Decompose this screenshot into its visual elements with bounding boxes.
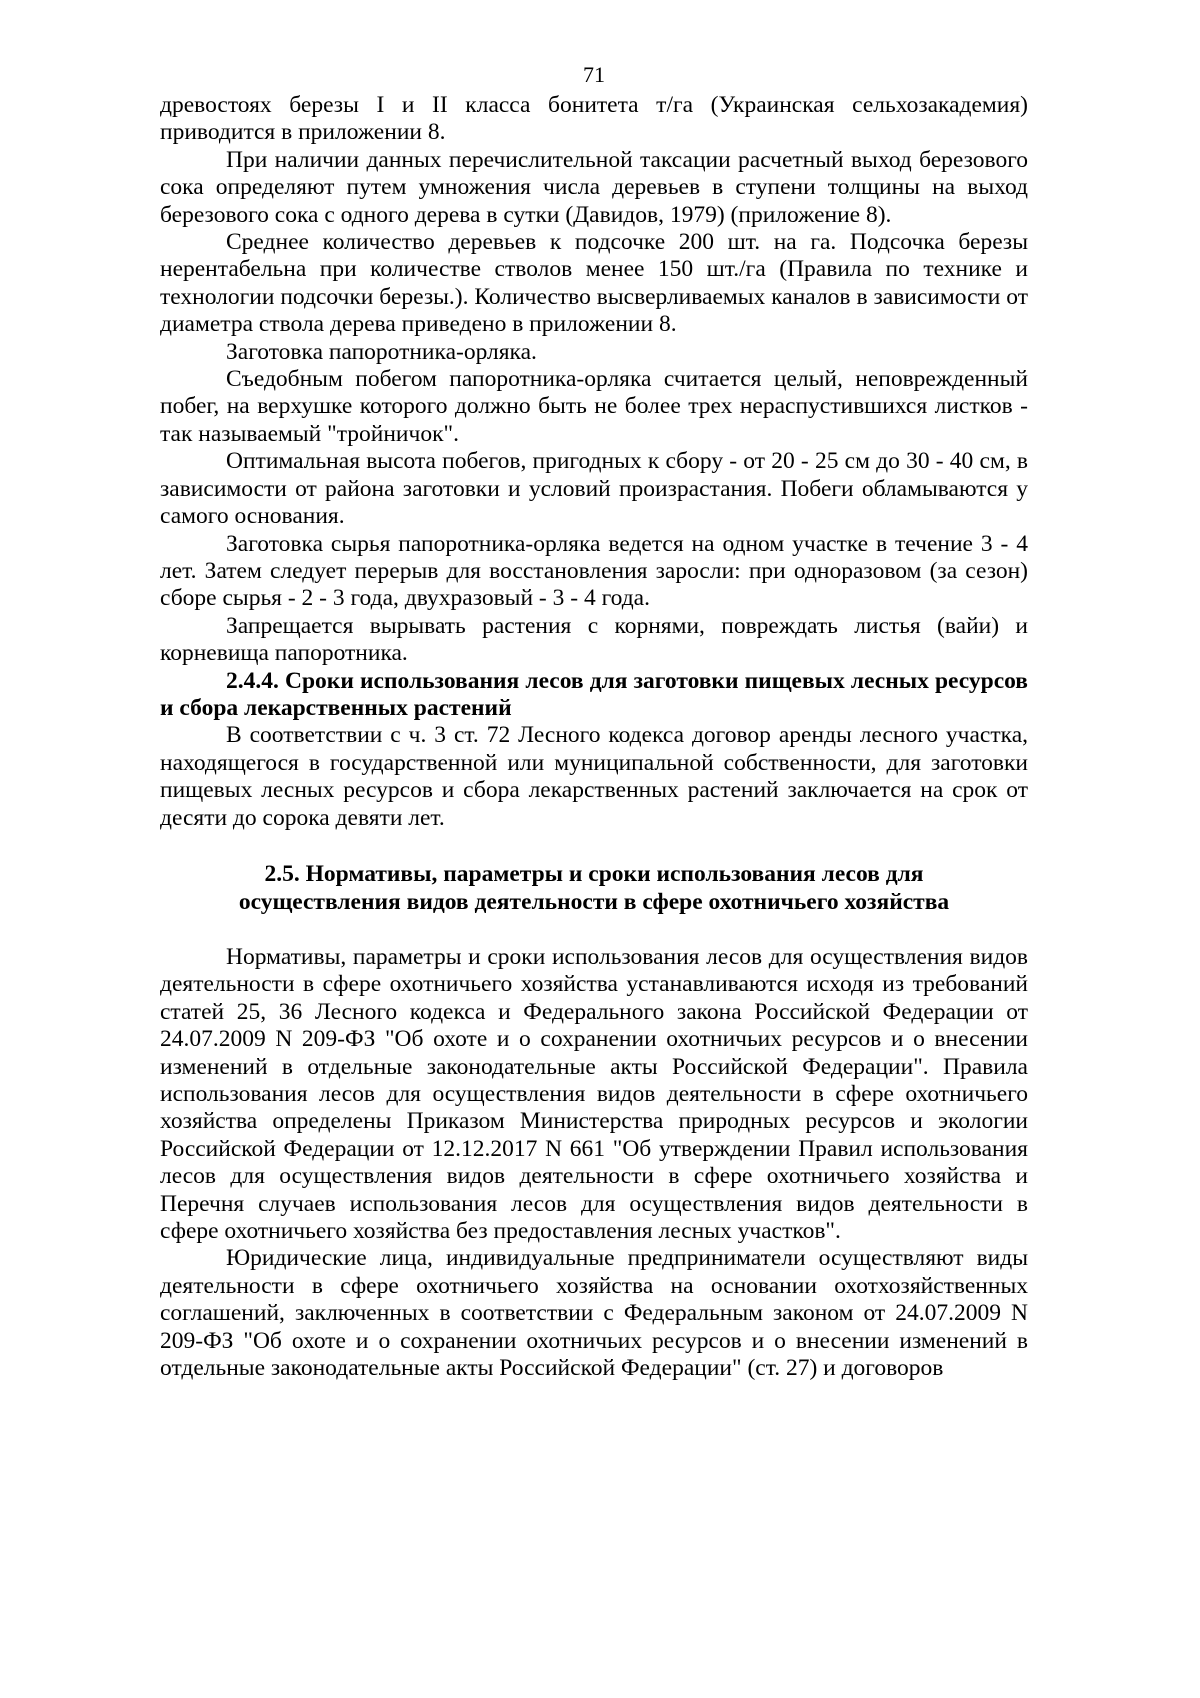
paragraph-hunting-norms: Нормативы, параметры и сроки использования лесов для осуществления видов деятельности в сфере охотничьего хозяйства устанавливаются исходя из требований статей 25, 36 Лесного кодекса и Федерального закона Российской Федерации от 24.07.2009 N 209-ФЗ "Об охоте и о сохранении охотничьих ресурсов и о внесении изменений в отдельные законодательные акты Российской Федерации". Правила использования лесов для осуществления видов деятельности в сфере охотничьего хозяйства определены Приказом Министерства природных ресурсов и экологии Российской Федерации от 12.12.2017 N 661 "Об утверждении Правил использования лесов для осуществления видов деятельности в сфере охотничьего хозяйства и Перечня случаев использования лесов для осуществления видов деятельности в сфере охотничьего хозяйства без предоставления лесных участков". bbox=[160, 943, 1028, 1245]
paragraph-continuation: древостоях березы I и II класса бонитета т/га (Украинская сельхозакадемия) приводится в приложении 8. bbox=[160, 92, 1028, 146]
paragraph-harvest-period: Заготовка сырья папоротника-орляка ведется на одном участке в течение 3 - 4 лет. Затем следует перерыв для восстановления заросли: при одноразовом (за сезон) сборе сырья - 2 - 3 года, двухразовый - 3 - 4 года. bbox=[160, 530, 1028, 612]
paragraph-birch-sap-yield: При наличии данных перечислительной таксации расчетный выход березового сока определяют путем умножения числа деревьев в ступени толщины на выход березового сока с одного дерева в сутки (Давидов, 1979) (приложение 8). bbox=[160, 146, 1028, 228]
paragraph-bracken-harvest-title: Заготовка папоротника-орляка. bbox=[226, 338, 537, 365]
page-number: 71 bbox=[583, 62, 605, 87]
subsection-heading: 2.4.4. Сроки использования лесов для заготовки пищевых лесных ресурсов и сбора лекарственных растений bbox=[160, 667, 1028, 721]
paragraph-prohibition: Запрещается вырывать растения с корнями, повреждать листья (вайи) и корневища папоротника. bbox=[160, 612, 1028, 667]
paragraph-bracken-shoot: Съедобным побегом папоротника-орляка считается целый, неповрежденный побег, на верхушке которого должно быть не более трех нераспустившихся листков - так называемый "тройничок". bbox=[160, 366, 1028, 447]
paragraph-hunting-agreements: Юридические лица, индивидуальные предприниматели осуществляют виды деятельности в сфере охотничьего хозяйства на основании охотхозяйственных соглашений, заключенных в соответствии с Федеральным законом от 24.07.2009 N 209-ФЗ "Об охоте и о сохранении охотничьих ресурсов и о внесении изменений в отдельные законодательные акты Российской Федерации" (ст. 27) и договоров bbox=[160, 1245, 1028, 1382]
document-page bbox=[160, 60, 1028, 1382]
paragraph-lease-terms: В соответствии с ч. 3 ст. 72 Лесного кодекса договор аренды лесного участка, находящегося в государственной или муниципальной собственности, для заготовки пищевых лесных ресурсов и сбора лекарственных растений заключается на срок от десяти до сорока девяти лет. bbox=[160, 722, 1028, 831]
section-heading-line-2: осуществления видов деятельности в сфере охотничьего хозяйства bbox=[238, 888, 950, 915]
section-heading-line-1: 2.5. Нормативы, параметры и сроки использования лесов для bbox=[264, 860, 924, 887]
paragraph-tapping-trees: Среднее количество деревьев к подсочке 200 шт. на га. Подсочка березы нерентабельна при количестве стволов менее 150 шт./га (Правила по технике и технологии подсочки березы.). Количество высверливаемых каналов в зависимости от диаметра ствола дерева приведено в приложении 8. bbox=[160, 229, 1028, 338]
paragraph-shoot-height: Оптимальная высота побегов, пригодных к сбору - от 20 - 25 см до 30 - 40 см, в зависимости от района заготовки и условий произрастания. Побеги обламываются у самого основания. bbox=[160, 448, 1028, 530]
